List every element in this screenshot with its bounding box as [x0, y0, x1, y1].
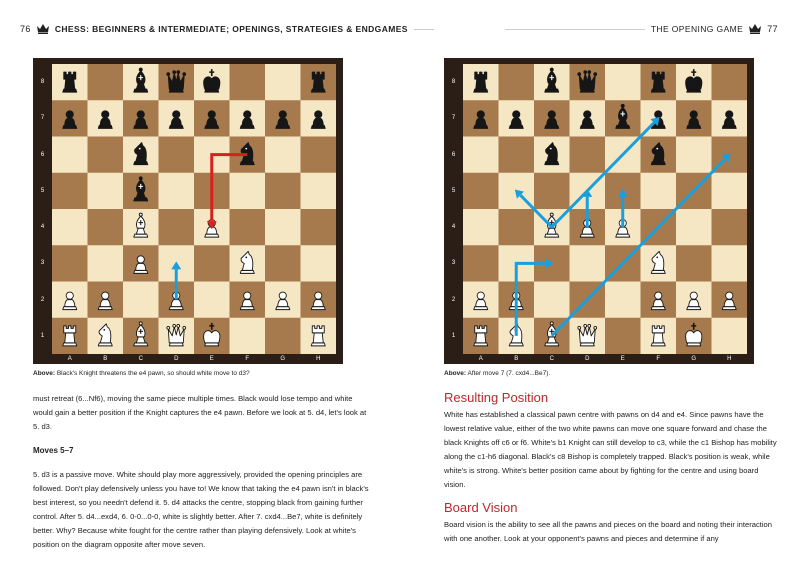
- board-square: [88, 64, 124, 101]
- board-square: [159, 209, 195, 246]
- rank-label: 3: [451, 260, 456, 267]
- board-square: [463, 173, 499, 210]
- board-square: [230, 64, 266, 101]
- rank-label: 7: [40, 115, 45, 122]
- board-square: [159, 173, 195, 210]
- board-square: [499, 64, 535, 101]
- left-subheading: Moves 5–7: [33, 446, 74, 455]
- board-square: [463, 209, 499, 246]
- board-square: [88, 245, 124, 282]
- board-square: [301, 245, 337, 282]
- header-rule: [505, 29, 645, 30]
- board-square: [265, 245, 301, 282]
- board-square: [676, 209, 712, 246]
- board-square: [712, 318, 748, 354]
- file-label: C: [138, 356, 143, 362]
- board-square: [194, 245, 230, 282]
- file-labels: [463, 354, 747, 364]
- board-square: [463, 245, 499, 282]
- board-square: [88, 173, 124, 210]
- file-label: C: [549, 356, 554, 362]
- rank-label: 7: [451, 115, 456, 122]
- file-label: E: [620, 356, 625, 362]
- board-square: [230, 173, 266, 210]
- crown-icon: [37, 24, 49, 34]
- right-page: [400, 0, 800, 575]
- board-square: [265, 209, 301, 246]
- right-running-header: [505, 24, 778, 34]
- left-header-title: CHESS: BEGINNERS & INTERMEDIATE; OPENINGS, STRATEGIES & ENDGAMES: [54, 24, 408, 34]
- board-vision-heading: Board Vision: [444, 500, 518, 515]
- right-caption: [444, 370, 550, 377]
- board-square: [52, 137, 88, 174]
- file-label: F: [245, 356, 250, 362]
- board-square: [88, 137, 124, 174]
- board-square: [605, 64, 641, 101]
- board-square: [265, 137, 301, 174]
- rank-label: 3: [40, 260, 45, 267]
- board-square: [712, 209, 748, 246]
- board-square: [641, 173, 677, 210]
- caption-text: After move 7 (7. cxd4...Be7).: [467, 370, 551, 377]
- file-label: G: [280, 356, 286, 362]
- board-square: [265, 173, 301, 210]
- board-square: [605, 282, 641, 319]
- file-label: D: [174, 356, 179, 362]
- rank-label: 8: [451, 79, 456, 86]
- file-label: E: [209, 356, 214, 362]
- board-square: [52, 173, 88, 210]
- rank-label: 2: [40, 296, 45, 303]
- board-square: [123, 282, 159, 319]
- board-square: [52, 209, 88, 246]
- file-label: A: [67, 356, 72, 362]
- board-square: [712, 173, 748, 210]
- file-label: D: [585, 356, 590, 362]
- board-square: [534, 173, 570, 210]
- crown-icon: [749, 24, 761, 34]
- board-square: [301, 209, 337, 246]
- left-paragraph-2: 5. d3 is a passive move. White should play more aggressively, provided the opening principles are followed. Don't play defensively unless you have to! We know that taking the e4 pawn isn't in black's best interest, so you needn't defend it. 5. d4 attacks the centre, stopping black from gaining further control. After 5. d4...exd4, 6. 0-0...0-0, white is slightly better. After 7. cxd4...Be7, white is definitely better. Why? Because white fought for the centre rather than playing defensively. Look at white's position on the diagram opposite after move seven.: [33, 470, 369, 549]
- board-square: [463, 137, 499, 174]
- board-square: [676, 245, 712, 282]
- rank-labels: [33, 64, 52, 354]
- right-header-title: THE OPENING GAME: [650, 24, 744, 34]
- board-square: [534, 282, 570, 319]
- board-square: [159, 137, 195, 174]
- left-paragraph-1: must retreat (6...Nf6), moving the same piece multiple times. Black would lose tempo and white would gain a better position if the Knight captures the e4 pawn. Before we look at 5. d4, let's look at 5. d3.: [33, 394, 367, 431]
- chess-diagram-right: [444, 58, 754, 364]
- board-square: [712, 64, 748, 101]
- left-body: [33, 392, 369, 562]
- board-square: [301, 173, 337, 210]
- board-square: [265, 318, 301, 354]
- file-label: B: [103, 356, 108, 362]
- board-square: [88, 209, 124, 246]
- chess-diagram-left: [33, 58, 343, 364]
- rank-label: 4: [40, 224, 45, 231]
- right-page-number: 77: [767, 24, 778, 34]
- board-square: [499, 137, 535, 174]
- resulting-position-heading: Resulting Position: [444, 390, 549, 405]
- rank-label: 1: [451, 332, 456, 339]
- file-label: H: [727, 356, 732, 362]
- right-paragraph-1: White has established a classical pawn centre with pawns on d4 and e4. Since pawns have the lowest relative value, either of the two white pawns can move one square forward and chase the black Knights off c6 or f6. White's b1 Knight can still develop to c3, while the c1 Bishop has mobility along the c1-h6 diagonal. Black's c8 Bishop is completely trapped. Black's position is weak, while white's is strong. White's better position came about by fighting for the centre and using board vision.: [444, 410, 777, 489]
- rank-label: 6: [451, 151, 456, 158]
- left-caption: [33, 370, 250, 377]
- file-label: G: [691, 356, 697, 362]
- board-square: [676, 137, 712, 174]
- board-square: [301, 137, 337, 174]
- rank-label: 5: [40, 187, 45, 194]
- chessboard-right: [463, 64, 747, 354]
- rank-label: 8: [40, 79, 45, 86]
- file-label: F: [656, 356, 661, 362]
- left-page-number: 76: [20, 24, 31, 34]
- board-square: [230, 209, 266, 246]
- file-label: H: [316, 356, 321, 362]
- file-labels: [52, 354, 336, 364]
- board-square: [605, 318, 641, 354]
- file-label: A: [478, 356, 483, 362]
- rank-label: 4: [451, 224, 456, 231]
- caption-label: Above:: [444, 370, 467, 377]
- rank-label: 1: [40, 332, 45, 339]
- caption-text: Black's Knight threatens the e4 pawn, so should white move to d3?: [56, 370, 250, 377]
- right-paragraph-2: Board vision is the ability to see all the pawns and pieces on the board and noting their interaction with one another. Look at your opponent's pawns and pieces and determine if any: [444, 520, 773, 543]
- board-square: [570, 137, 606, 174]
- chessboard-left: [52, 64, 336, 354]
- board-square: [499, 209, 535, 246]
- rank-label: 6: [40, 151, 45, 158]
- rank-label: 5: [451, 187, 456, 194]
- rank-labels: [444, 64, 463, 354]
- caption-label: Above:: [33, 370, 56, 377]
- board-square: [52, 245, 88, 282]
- board-square: [230, 318, 266, 354]
- board-square: [265, 64, 301, 101]
- left-running-header: [20, 24, 434, 34]
- board-square: [712, 245, 748, 282]
- file-label: B: [514, 356, 519, 362]
- rank-label: 2: [451, 296, 456, 303]
- board-square: [194, 282, 230, 319]
- board-square: [570, 245, 606, 282]
